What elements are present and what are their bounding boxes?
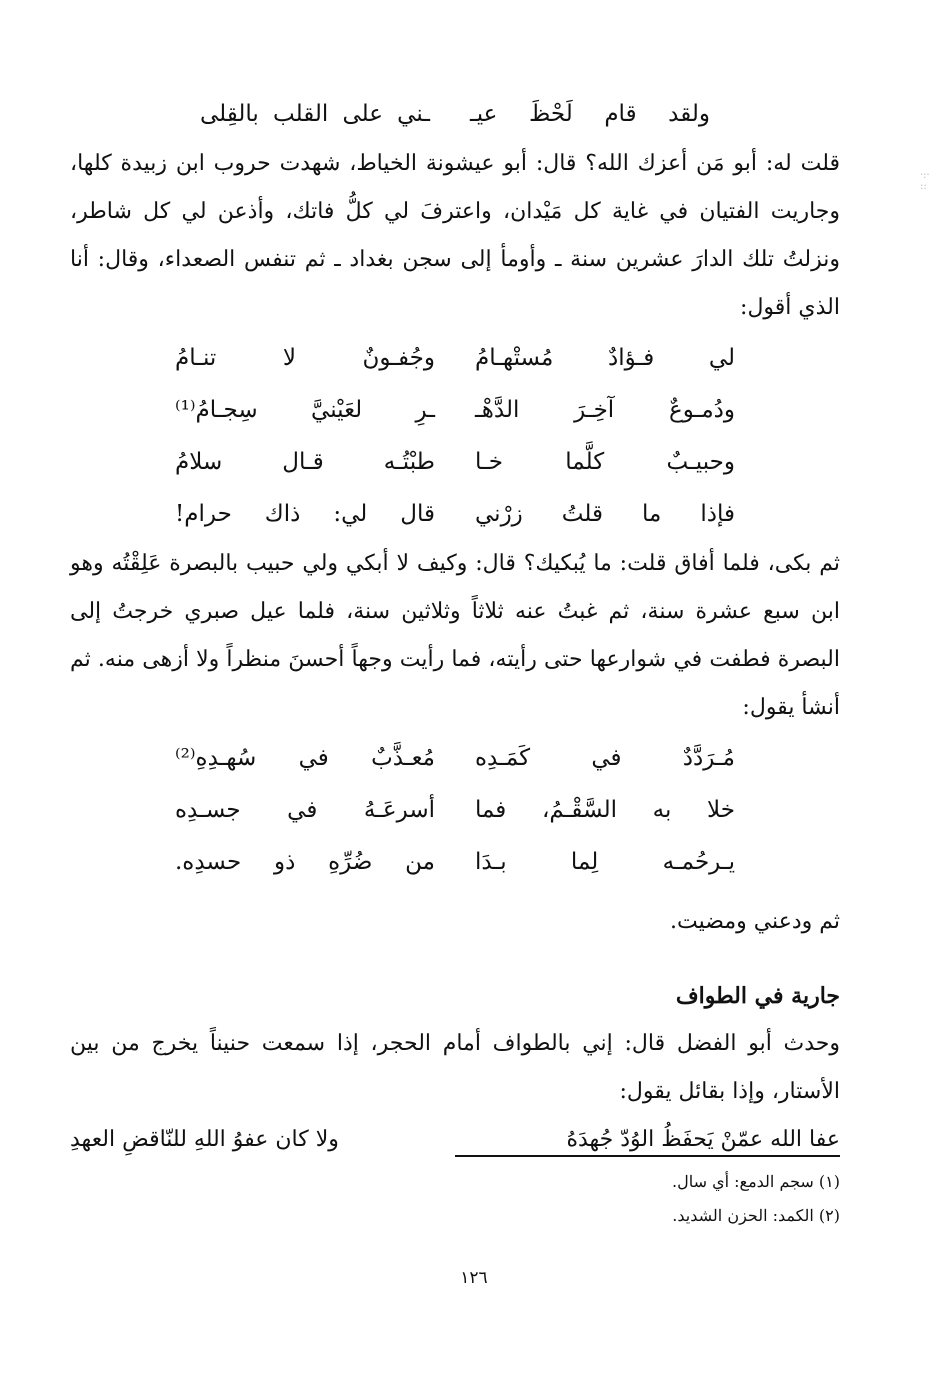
poem-2: [70, 732, 840, 888]
verse-hemistich-1: يـرحُمـه لِما بـدَا: [475, 849, 735, 875]
verse-hemistich-2: ـني على القلب بالقِلى: [200, 101, 430, 127]
footnotes: [455, 1165, 840, 1233]
verse-hemistich-2: من ضُرِّهِ ذو حسدِه.: [175, 849, 435, 875]
paragraph-3: ثم ودعني ومضيت.: [670, 909, 840, 934]
verse-hemistich-2: وجُفـونٌ لا تنـامُ: [175, 345, 435, 371]
verse-hemistich-1: فإذا ما قلتُ زرْني: [475, 501, 735, 527]
verse-hemistich-1: خلا به السَّقْـمُ، فما: [475, 797, 735, 823]
verse-hemistich-1: ولقد قام لَحْظَ عيـ: [470, 101, 710, 127]
poem-line: [70, 488, 840, 540]
footnote-divider: [455, 1155, 840, 1157]
poem-line: [70, 384, 840, 436]
poem-line: [70, 436, 840, 488]
verse-hemistich-2: ـرِ لعَيْنيَّ سِجـامُ⁽¹⁾: [175, 397, 435, 423]
verse-hemistich-2: طبْتُـه قـال سلامُ: [175, 449, 435, 475]
verse-hemistich-2: ولا كان عفوُ اللهِ للنّاقضِ العهدِ: [70, 1127, 339, 1152]
poem-line: [70, 784, 840, 836]
poem-line: [70, 732, 840, 784]
paragraph-1: قلت له: أبو مَن أعزك الله؟ قال: أبو عيشونة الخياط، شهدت حروب ابن زبيدة كلها، وجاريت الفتيان في غاية كل مَيْدان، واعترفَ لي كلُّ فاتك، وأذعن لي كل شاطر، ونزلتُ تلك الدارَ عشرين سنة ـ وأومأ إلى سجن بغداد ـ ثم تنفس الصعداء، وقال: أنا الذي أقول:: [70, 151, 840, 320]
verse-hemistich-1: ودُمـوعٌ آخِـرَ الدَّهْـ: [475, 397, 735, 423]
section-heading: جارية في الطواف: [675, 983, 840, 1009]
footnote-1: (١) سجم الدمع: أي سال.: [672, 1172, 840, 1191]
footnote-2: (٢) الكمد: الحزن الشديد.: [672, 1206, 840, 1225]
verse-hemistich-2: أسرعَـهُ في جسـدِه: [175, 797, 435, 823]
verse-hemistich-1: لي فـؤادٌ مُستْهـامُ: [475, 345, 735, 371]
poem-line: [70, 836, 840, 888]
verse-hemistich-1: وحبيـبٌ كلَّما خـا: [475, 449, 735, 475]
verse-top: [70, 88, 840, 140]
page-body: [70, 88, 840, 1164]
verse-hemistich-2: قال لي: ذاك حرام!: [175, 501, 435, 527]
scan-speck: ·:· ::: [920, 170, 930, 192]
verse-hemistich-1: مُـرَدَّدٌ في كَمَـدِه: [475, 745, 735, 771]
poem-1: [70, 332, 840, 540]
paragraph-4: وحدث أبو الفضل قال: إني بالطواف أمام الحجر، إذا سمعت حنيناً يخرج من بين الأستار، وإذا بقائل يقول:: [70, 1031, 840, 1104]
poem-line: [70, 332, 840, 384]
verse-hemistich-2: مُعـذَّبٌ في سُهـدِهِ⁽²⁾: [175, 745, 435, 771]
page-number: ١٢٦: [460, 1268, 488, 1288]
paragraph-2: ثم بكى، فلما أفاق قلت: ما يُبكيك؟ قال: وكيف لا أبكي ولي حبيب بالبصرة عَلِقْتُه وهو ابن سبع عشرة سنة، ثم غبتُ عنه ثلاثاً وثلاثين سنة، فلما عيل صبري خرجتُ إلى البصرة فطفت في شوارعها حتى رأيته، فما رأيت وجهاً أحسنَ منظراً ولا أزهى منه. ثم أنشأ يقول:: [70, 551, 840, 720]
verse-hemistich-1: عفا الله عمّنْ يَحفَظُ الوُدّ جُهدَهُ: [566, 1127, 840, 1152]
